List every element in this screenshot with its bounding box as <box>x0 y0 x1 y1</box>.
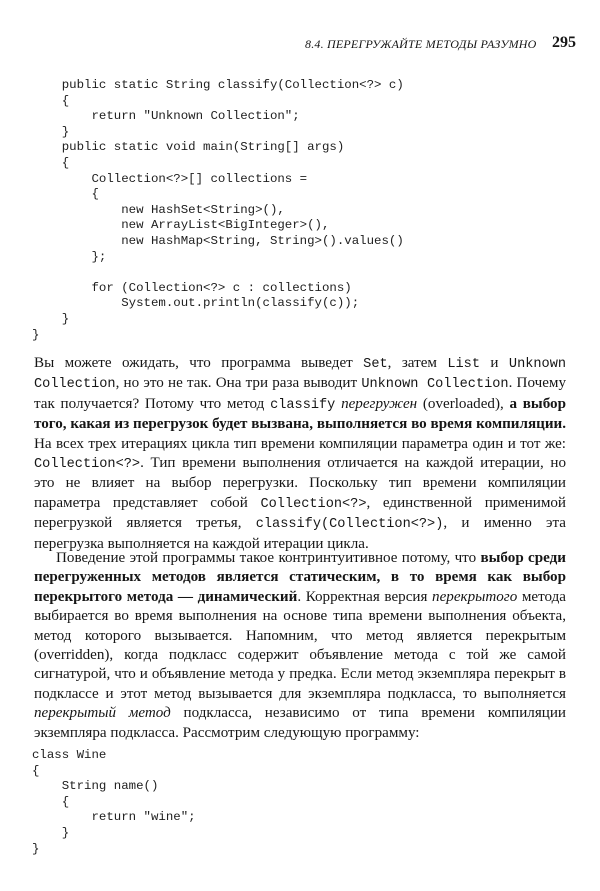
text-run: (overloaded), <box>417 395 510 412</box>
bold-statement: выбор среди перегруженных методов является статическим, в то время как выбор перекрытого метода — динамический <box>34 550 566 605</box>
text-run: метода выбирается во время выполнения на основе типа времени выполнения объекта, метод которого вызывается. Напомним, что метод является перекрытым (overridden), когда подкласс содержит объявление метода с той же самой сигнатурой, что и объявление метода у предка. Если метод экземпляра перекрыт в подклассе и этот метод вызывается для экземпляра подкласса, то выполняется <box>34 588 566 702</box>
text-run: . Почему так получается? Потому что метод <box>34 375 566 412</box>
section-title: 8.4. ПЕРЕГРУЖАЙТЕ МЕТОДЫ РАЗУМНО <box>305 37 537 51</box>
running-head <box>305 35 576 55</box>
inline-code: Set <box>363 357 388 372</box>
emphasis: перекрытого <box>432 588 518 605</box>
inline-code: List <box>447 357 480 372</box>
emphasis: перекрытый метод <box>34 705 171 722</box>
page-number: 295 <box>552 34 576 51</box>
bold-statement: а выбор того, какая из перегрузок будет вызвана, выполняется во время компиляции. <box>34 395 567 433</box>
text-run: подкласса, независимо от типа времени компиляции экземпляра подкласса. Рассмотрим следующую программу: <box>34 705 566 741</box>
inline-code: Collection<?> <box>34 457 141 473</box>
code-listing-wine: class Wine { String name() { return "wine"; } } <box>32 748 196 856</box>
text-run: . Тип времени выполнения отличается на каждой итерации, но это не влияет на выбор перегрузки. Поскольку тип времени компиляции параметра представляет собой <box>34 455 566 511</box>
inline-code: classify(Collection<?>) <box>255 517 444 533</box>
inline-code: Unknown Collection <box>361 377 509 393</box>
text-run: , и именно эта перегрузка выполняется на каждой итерации цикла. <box>34 515 566 552</box>
emphasis: перегружен <box>341 395 418 412</box>
code-listing-classify: public static String classify(Collection<?> c) { return "Unknown Collection"; } public static void main(String[] args) { Collection<?>[] collections = { new HashSet<String>(), new ArrayList<BigInteger>(), new HashMap<String, String>().values() }; for (Collection<?> c : collections) System.out.println(classify(c)); } } <box>32 78 404 342</box>
paragraph-overload-explanation <box>34 354 566 554</box>
paragraph-static-vs-dynamic <box>34 549 566 743</box>
text-run: , затем <box>387 355 448 371</box>
inline-code: Collection<?> <box>260 496 367 512</box>
inline-code: classify <box>270 397 336 413</box>
text-run: , единственной применимой перегрузкой является третья, <box>34 494 566 532</box>
text-run: , но это не так. Она три раза выводит <box>115 375 362 392</box>
text-run: Вы можете ожидать, что программа выведет <box>34 355 364 371</box>
text-run: и <box>480 355 509 371</box>
text-run: Поведение этой программы такое контринтуитивное потому, что <box>56 550 481 566</box>
inline-code: Unknown Collection <box>34 357 567 393</box>
text-run: . Корректная версия <box>297 588 433 605</box>
text-run: На всех трех итерациях цикла тип времени компиляции параметра один и тот же: <box>34 435 566 452</box>
